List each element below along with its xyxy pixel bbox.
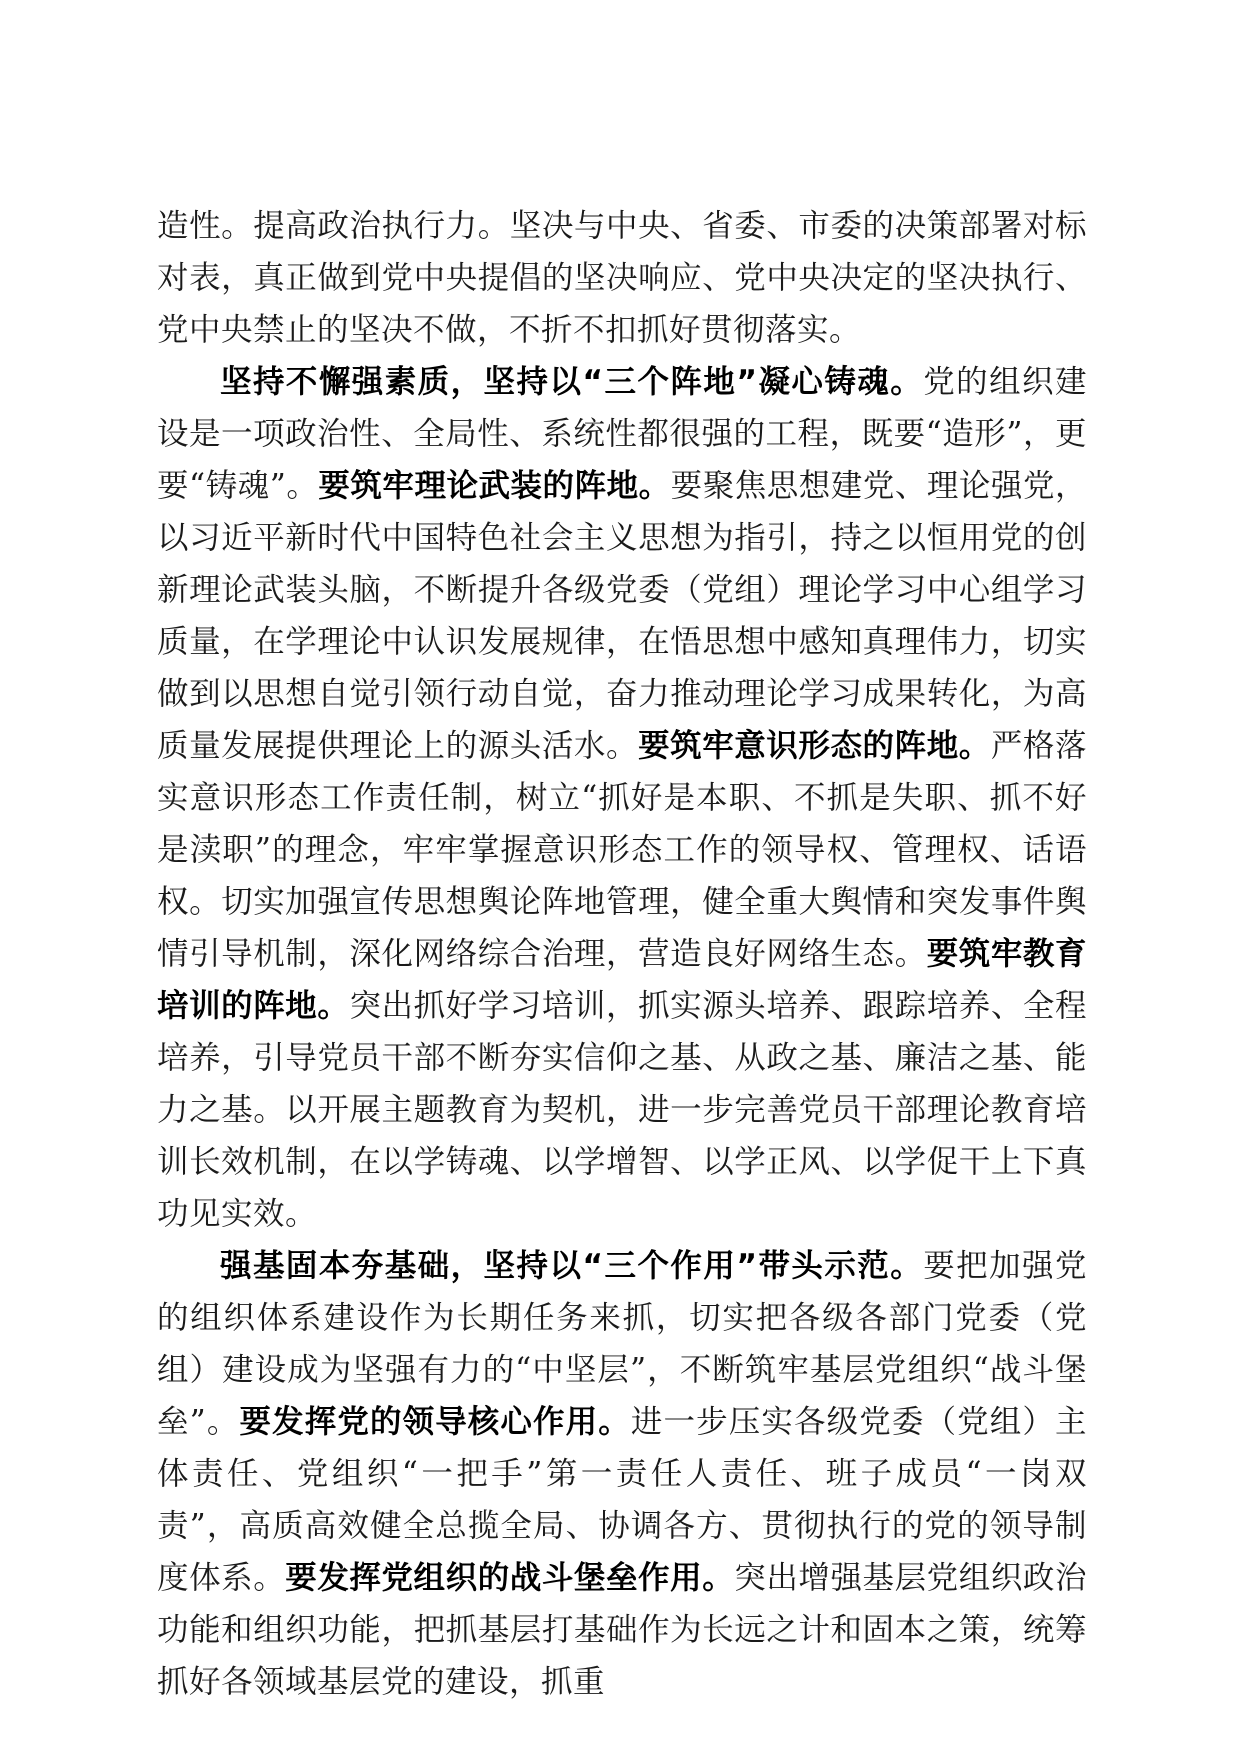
bold-heading: 强基固本夯基础，坚持以“三个作用”带头示范。 [220, 1248, 924, 1284]
bold-subheading: 要筑牢教育培训的阵地。 [157, 936, 1087, 1024]
text-segment: 要把加强党的组织体系建设作为长期任务来抓，切实把各级各部门党委（党组）建设成为坚强有力的“中坚层”，不断筑牢基层党组织“战斗堡垒”。 [157, 1248, 1087, 1440]
text-segment: 突出增强基层党组织政治功能和组织功能，把抓基层打基础作为长远之计和固本之策，统筹抓好各领域基层党的建设，抓重 [157, 1560, 1087, 1700]
paragraph-1 [157, 200, 1087, 356]
bold-heading: 坚持不懈强素质，坚持以“三个阵地”凝心铸魂。 [220, 364, 924, 400]
bold-subheading: 要发挥党组织的战斗堡垒作用。 [285, 1560, 735, 1596]
bold-subheading: 要发挥党的领导核心作用。 [239, 1404, 631, 1440]
bold-subheading: 要筑牢意识形态的阵地。 [638, 728, 991, 764]
paragraph-3 [157, 1240, 1087, 1708]
text-segment: 严格落实意识形态工作责任制，树立“抓好是本职、不抓是失职、抓不好是渎职”的理念，牢牢掌握意识形态工作的领导权、管理权、话语权。切实加强宣传思想舆论阵地管理，健全重大舆情和突发事件舆情引导机制，深化网络综合治理，营造良好网络生态。 [157, 728, 1087, 972]
text-segment: 进一步压实各级党委（党组）主体责任、党组织“一把手”第一责任人责任、班子成员“一岗双责”，高质高效健全总揽全局、协调各方、贯彻执行的党的领导制度体系。 [157, 1404, 1087, 1596]
text-segment: 党的组织建设是一项政治性、全局性、系统性都很强的工程，既要“造形”，更要“铸魂”。 [157, 364, 1087, 504]
body-text [157, 200, 1087, 1708]
text-segment: 突出抓好学习培训，抓实源头培养、跟踪培养、全程培养，引导党员干部不断夯实信仰之基、从政之基、廉洁之基、能力之基。以开展主题教育为契机，进一步完善党员干部理论教育培训长效机制，在以学铸魂、以学增智、以学正风、以学促干上下真功见实效。 [157, 988, 1087, 1232]
paragraph-2 [157, 356, 1087, 1240]
text-segment: 要聚焦思想建党、理论强党，以习近平新时代中国特色社会主义思想为指引，持之以恒用党的创新理论武装头脑，不断提升各级党委（党组）理论学习中心组学习质量，在学理论中认识发展规律，在悟思想中感知真理伟力，切实做到以思想自觉引领行动自觉，奋力推动理论学习成果转化，为高质量发展提供理论上的源头活水。 [157, 468, 1087, 764]
bold-subheading: 要筑牢理论武装的阵地。 [318, 468, 671, 504]
text-segment: 造性。提高政治执行力。坚决与中央、省委、市委的决策部署对标对表，真正做到党中央提倡的坚决响应、党中央决定的坚决执行、党中央禁止的坚决不做，不折不扣抓好贯彻落实。 [157, 208, 1087, 348]
